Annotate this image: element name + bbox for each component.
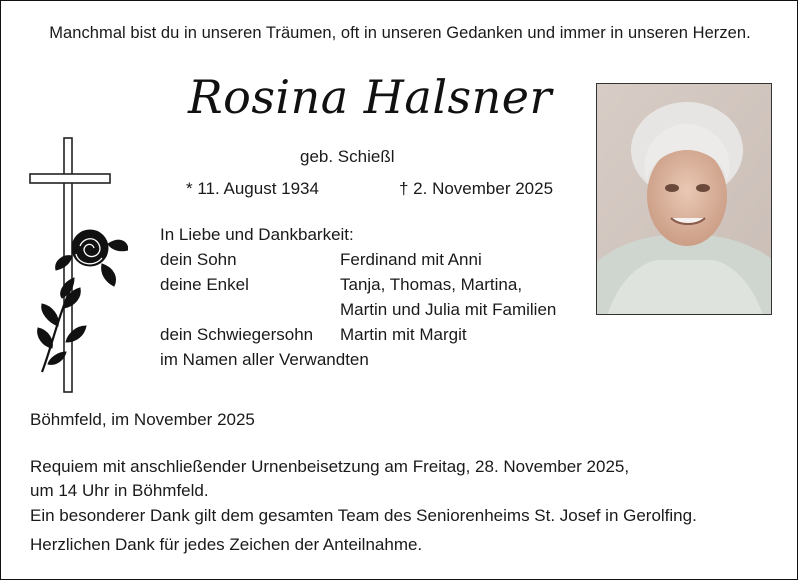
requiem-line: um 14 Uhr in Böhmfeld. [30, 481, 209, 500]
portrait-photo [596, 83, 772, 315]
thanks-all: Herzlichen Dank für jedes Zeichen der Anteilnahme. [30, 535, 423, 554]
mourner-relation: dein Schwiegersohn [160, 325, 314, 344]
requiem-notice [30, 455, 730, 503]
birth-name: geb. Schießl [300, 147, 395, 166]
death-date: † 2. November 2025 [399, 179, 554, 198]
mourner-relation: deine Enkel [160, 275, 249, 294]
birth-date: * 11. August 1934 [186, 179, 319, 198]
motto: Manchmal bist du in unseren Träumen, oft in unseren Gedanken und immer in unseren Herzen. [49, 24, 751, 42]
place-date: Böhmfeld, im November 2025 [30, 410, 255, 429]
mourner-names: Martin mit Margit [340, 325, 467, 344]
mourner-names: Ferdinand mit Anni [340, 250, 482, 269]
thanks-team: Ein besonderer Dank gilt dem gesamten Team des Seniorenheims St. Josef in Gerolfing. [30, 506, 697, 525]
mourner-relation: dein Sohn [160, 250, 237, 269]
mourner-names: Tanja, Thomas, Martina, [340, 275, 523, 294]
cross-with-rose-icon [28, 136, 128, 396]
mourner-names: Martin und Julia mit Familien [340, 300, 557, 319]
requiem-line: Requiem mit anschließender Urnenbeisetzung am Freitag, 28. November 2025, [30, 457, 630, 476]
deceased-name: Rosina Halsner [187, 70, 553, 124]
